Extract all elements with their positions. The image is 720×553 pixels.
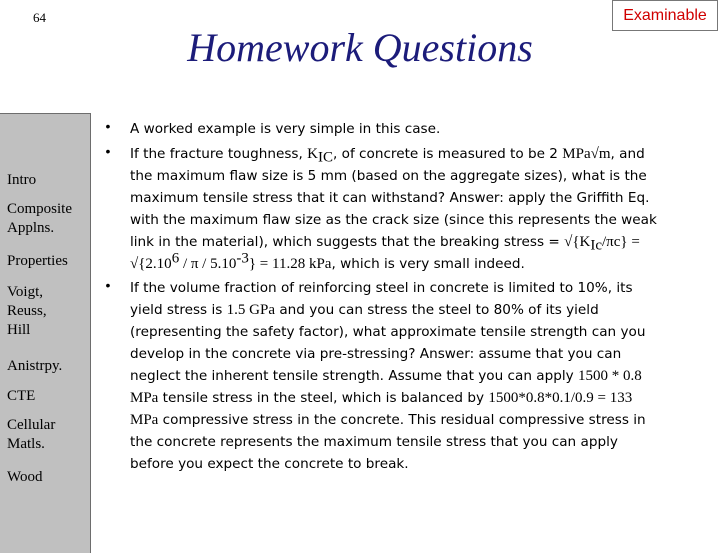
- sidebar-item-wood[interactable]: Wood: [7, 469, 43, 485]
- sidebar-item-voigt-reuss-hill[interactable]: Voigt, Reuss, Hill: [7, 284, 47, 338]
- bullet-2-text: [130, 143, 695, 275]
- page-title: Homework Questions: [187, 25, 533, 70]
- text-line: [130, 231, 695, 253]
- text-line: the maximum flaw size is 5 mm (based on the aggregate sizes), what is the: [130, 168, 647, 184]
- text-line: develop in the concrete via pre-stressing? Answer: assume that you can: [130, 346, 622, 362]
- text-run: , of concrete is measured to be 2: [332, 146, 563, 162]
- text-run: link in the material), which suggests that the breaking stress =: [130, 234, 565, 250]
- text-run: √{2.10: [130, 256, 172, 272]
- text-line: before you expect the concrete to break.: [130, 456, 409, 472]
- sidebar-item-cellular-matls[interactable]: Cellular Matls.: [7, 417, 56, 452]
- bullet-marker: •: [105, 277, 111, 293]
- examinable-badge: Examinable: [612, 0, 718, 31]
- subscript: IC: [317, 149, 333, 166]
- text-run: If the fracture toughness,: [130, 146, 308, 162]
- text-line: [130, 299, 695, 321]
- sidebar-nav: [0, 113, 91, 553]
- text-line: [130, 387, 695, 409]
- text-line: [130, 250, 695, 275]
- text-run: neglect the inherent tensile strength. Assume that you can apply: [130, 368, 579, 384]
- text-run: MPa: [130, 412, 159, 428]
- text-line: the concrete represents the maximum tensile stress that you can apply: [130, 434, 618, 450]
- text-run: K: [307, 146, 318, 162]
- text-run: and you can stress the steel to 80% of its yield: [275, 302, 599, 318]
- sidebar-item-properties[interactable]: Properties: [7, 253, 68, 269]
- text-line: [130, 143, 695, 165]
- bullet-3-text: [130, 277, 695, 475]
- bullet-marker: •: [105, 118, 111, 134]
- subscript: Ic: [590, 237, 603, 254]
- text-line: maximum tensile stress that it can withstand? Answer: apply the Griffith Eq.: [130, 190, 650, 206]
- text-line: If the volume fraction of reinforcing steel in concrete is limited to 10%, its: [130, 280, 633, 296]
- superscript: -3: [236, 250, 249, 267]
- text-run: / π / 5.10: [179, 256, 237, 272]
- text-run: , which is very small indeed.: [331, 256, 525, 272]
- text-run: } = 11.28 kPa: [248, 256, 332, 272]
- text-run: tensile stress in the steel, which is balanced by: [158, 390, 489, 406]
- sidebar-item-intro[interactable]: Intro: [7, 172, 37, 188]
- text-run: 1500*0.8*0.1/0.9 = 133: [488, 390, 633, 406]
- slide-number: 64: [33, 10, 46, 25]
- text-run: √{K: [564, 234, 591, 250]
- text-line: [130, 409, 695, 431]
- text-run: yield stress is: [130, 302, 227, 318]
- text-run: , and: [610, 146, 645, 162]
- sidebar-item-composite-applns[interactable]: Composite Applns.: [7, 201, 73, 236]
- text-line: [130, 365, 695, 387]
- bullet-1-text: [130, 118, 695, 140]
- text-run: 1500 * 0.8: [578, 368, 642, 384]
- sidebar-item-cte[interactable]: CTE: [7, 388, 36, 404]
- text-run: MPa: [130, 390, 159, 406]
- bullet-marker: •: [105, 143, 111, 159]
- superscript: 6: [171, 250, 180, 267]
- text-run: compressive stress in the concrete. This residual compressive stress in: [158, 412, 646, 428]
- text-run: /πc} =: [602, 234, 640, 250]
- sidebar-item-anistrpy[interactable]: Anistrpy.: [7, 358, 63, 374]
- text-run: MPa√m: [562, 146, 611, 162]
- text-line: with the maximum flaw size as the crack size (since this represents the weak: [130, 212, 657, 228]
- text-line: A worked example is very simple in this case.: [130, 121, 441, 137]
- text-line: (representing the safety factor), what approximate tensile strength can you: [130, 324, 646, 340]
- text-run: 1.5 GPa: [226, 302, 275, 318]
